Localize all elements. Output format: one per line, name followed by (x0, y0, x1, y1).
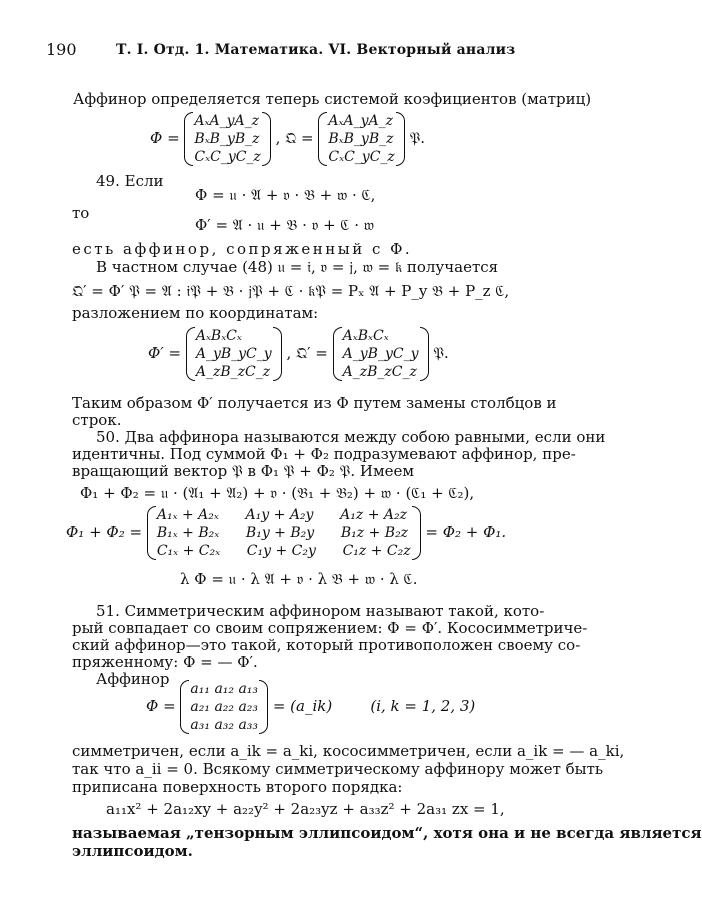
tensor-line-2: эллипсоидом. (72, 842, 193, 860)
s51-line-4: пряженному: Φ = — Φ′. (72, 653, 258, 671)
affinor-label: Аффинор (96, 670, 170, 688)
equation-4: 𝔔′ = Φ′ 𝔓 = 𝔄 : 𝔦𝔓 + 𝔅 · 𝔧𝔓 + ℭ · 𝔨𝔓 = Pₓ 𝔄 + P_y 𝔅 + P_z ℭ, (72, 282, 510, 300)
equation-aik (146, 680, 475, 734)
sym-line-3: приписана поверхность второго порядка: (72, 778, 403, 796)
s51-line-1: 51. Симметрическим аффинором называют такой, кото- (96, 602, 545, 620)
eq-left: Φ′ = (148, 344, 182, 362)
matrix-row: A_zB_zC_z (342, 364, 417, 380)
s51-line-2: рый совпадает со своим сопряжением: Φ = Φ′. Кососимметриче- (72, 619, 588, 637)
sym-line-1: симметричен, если a_ik = a_ki, кососимметричен, если a_ik = — a_ki, (72, 742, 625, 760)
text-line: Аффинор определяется теперь системой коэфициентов (матриц) (73, 90, 592, 108)
matrix-row: BₓB_yB_z (328, 131, 394, 147)
eq-right: 𝔓. (433, 344, 449, 362)
matrix-row: A_yB_yC_y (195, 346, 272, 362)
eq-left: Φ = (150, 129, 180, 147)
matrix-row: AₓBₓCₓ (342, 328, 389, 344)
matrix-row: CₓC_yC_z (194, 149, 261, 165)
matrix-row: a₂₁ a₂₂ a₂₃ (190, 699, 259, 715)
eq-mid: , 𝔔 = (275, 129, 314, 147)
equation-matrix-sum (66, 506, 506, 560)
matrix-row: AₓA_yA_z (328, 113, 393, 129)
s50-line-3: вращающий вектор 𝔓 в Φ₁ 𝔓 + Φ₂ 𝔓. Имеем (72, 462, 415, 480)
text-to: то (72, 204, 90, 222)
matrix-row: B₁ₓ + B₂ₓ B₁y + B₂y B₁z + B₂z (156, 525, 409, 541)
equation-3: Φ′ = 𝔄 · 𝔲 + 𝔅 · 𝔳 + ℭ · 𝔴 (195, 216, 375, 234)
eq-right: = Φ₂ + Φ₁. (425, 523, 507, 541)
matrix-row: CₓC_yC_z (328, 149, 395, 165)
matrix-row: AₓBₓCₓ (195, 328, 242, 344)
eq-right: 𝔓. (409, 129, 426, 147)
running-title: Т. I. Отд. 1. Математика. VI. Векторный анализ (116, 42, 516, 58)
eq-left: Φ = (146, 697, 176, 715)
eq-mid: , 𝔔′ = (286, 344, 328, 362)
matrix-row: A_yB_yC_y (342, 346, 419, 362)
case-48-line: В частном случае (48) 𝔲 = 𝔦, 𝔳 = 𝔧, 𝔴 = 𝔨 получается (96, 258, 499, 276)
matrix-row: AₓA_yA_z (194, 113, 260, 129)
tensor-line-1: называемая „тензорным эллипсоидом“, хотя она и не всегда является (72, 824, 702, 842)
sym-line-2: так что a_ii = 0. Всякому симметрическому аффинору может быть (72, 760, 604, 778)
matrix-row: a₃₁ a₃₂ a₃₃ (190, 717, 259, 733)
equation-8: λ Φ = 𝔲 · λ 𝔄 + 𝔳 · λ 𝔅 + 𝔴 · λ ℭ. (180, 570, 418, 588)
matrix-row: C₁ₓ + C₂ₓ C₁y + C₂y C₁z + C₂z (156, 543, 411, 559)
equation-matrices-1 (150, 112, 425, 166)
s50-line-2: идентичны. Под суммой Φ₁ + Φ₂ подразумевают аффинор, пре- (72, 445, 576, 463)
matrix-row: a₁₁ a₁₂ a₁₃ (190, 681, 259, 697)
matrix-q-prime (333, 327, 429, 381)
matrix-row: A_zB_zC_z (195, 364, 271, 380)
thus-line-1: Таким образом Φ′ получается из Φ путем замены столбцов и (72, 394, 557, 412)
matrix-q (318, 112, 404, 166)
equation-matrices-2 (148, 327, 449, 381)
matrix-phi-prime (186, 327, 282, 381)
conjugate-line: есть аффинор, сопряженный с Φ. (72, 240, 413, 258)
thus-line-2: строк. (72, 411, 122, 429)
s51-line-3: ский аффинор—это такой, который противоположен своему со- (72, 636, 581, 654)
coords-line: разложением по координатам: (72, 304, 319, 322)
equation-6: Φ₁ + Φ₂ = 𝔲 · (𝔄₁ + 𝔄₂) + 𝔳 · (𝔅₁ + 𝔅₂) + 𝔴 · (ℭ₁ + ℭ₂), (80, 484, 475, 502)
s50-line-1: 50. Два аффинора называются между собою равными, если они (96, 428, 606, 446)
matrix-phi (184, 112, 270, 166)
eq-left: Φ₁ + Φ₂ = (66, 523, 143, 541)
matrix-sum (147, 506, 421, 560)
matrix-row: BₓB_yB_z (194, 131, 260, 147)
equation-2: Φ = 𝔲 · 𝔄 + 𝔳 · 𝔅 + 𝔴 · ℭ, (195, 186, 376, 204)
matrix-aik (180, 680, 268, 734)
eq-right: = (a_ik) (i, k = 1, 2, 3) (272, 697, 476, 715)
section-49: 49. Если (96, 172, 164, 190)
equation-ellipsoid: a₁₁x² + 2a₁₂xy + a₂₂y² + 2a₂₃yz + a₃₃z² + 2a₃₁ zx = 1, (106, 800, 505, 818)
matrix-row: A₁ₓ + A₂ₓ A₁y + A₂y A₁z + A₂z (156, 507, 407, 523)
page-number: 190 (46, 40, 77, 59)
